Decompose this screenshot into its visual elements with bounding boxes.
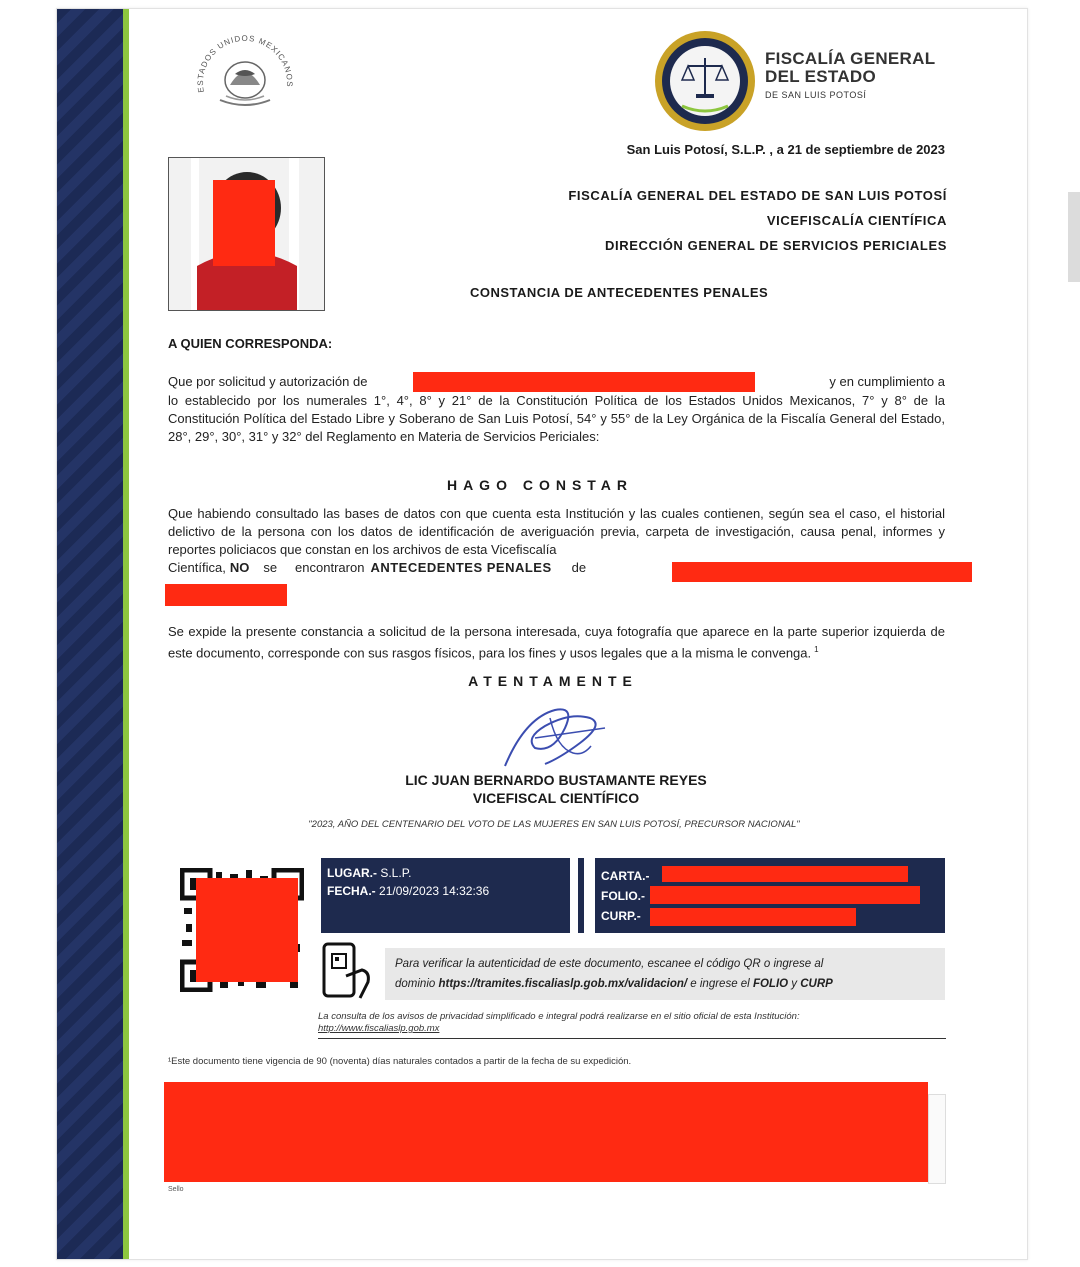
stamp-label: Sello — [168, 1186, 184, 1193]
id-box: CARTA.- FOLIO.- CURP.- — [595, 858, 945, 933]
org-line-2: VICEFISCALÍA CIENTÍFICA — [766, 213, 947, 228]
redacted-folio — [650, 886, 920, 904]
box-divider — [578, 858, 584, 933]
issue-date: San Luis Potosí, S.L.P. , a 21 de septiembre de 2023 — [626, 142, 945, 157]
org-line-3: DIRECCIÓN GENERAL DE SERVICIOS PERICIALES — [605, 238, 947, 253]
signature-icon — [495, 698, 625, 774]
svg-text:ESTADOS UNIDOS MEXICANOS: ESTADOS UNIDOS MEXICANOS — [195, 33, 295, 94]
fiscalia-logo-text: FISCALÍA GENERAL DEL ESTADO DE SAN LUIS POTOSÍ — [765, 49, 936, 100]
signer-name: LIC JUAN BERNARDO BUSTAMANTE REYES — [405, 772, 707, 788]
phone-scan-icon — [318, 940, 376, 1002]
applicant-photo — [168, 157, 325, 311]
redacted-name-3 — [165, 584, 287, 606]
validation-url[interactable]: https://tramites.fiscaliaslp.gob.mx/validacion/ — [438, 978, 688, 990]
atentamente-heading: ATENTAMENTE — [468, 673, 638, 689]
issuance-paragraph: Se expide la presente constancia a solicitud de la persona interesada, cuya fotografía que aparece en la parte superior izquierda de este documento, corresponde con sus rasgos físicos, para los fines y usos legales que a la misma le convenga. $^1$ — [168, 624, 945, 661]
place-date-box: LUGAR.- S.L.P. FECHA.- 21/09/2023 14:32:36 — [318, 858, 570, 933]
signer-title: VICEFISCAL CIENTÍFICO — [472, 790, 640, 806]
divider-line — [318, 1038, 946, 1039]
redacted-curp — [650, 908, 856, 926]
side-band — [57, 9, 123, 1259]
redacted-carta — [662, 866, 908, 882]
verification-instructions: Para verificar la autenticidad de este documento, escanee el código QR o ingrese al dominio https://tramites.fiscaliaslp.gob.mx/validacion/ e ingrese el FOLIO y CURP — [385, 948, 945, 1000]
stamp-edge — [928, 1094, 946, 1184]
scroll-tab[interactable] — [1068, 192, 1080, 282]
person-photo-icon — [169, 158, 324, 310]
validity-note: ¹Este documento tiene vigencia de 90 (noventa) días naturales contados a partir de la fecha de su expedición. — [168, 1056, 632, 1067]
privacy-url[interactable]: http://www.fiscaliaslp.gob.mx — [318, 1023, 440, 1034]
document-title: CONSTANCIA DE ANTECEDENTES PENALES — [470, 285, 769, 300]
authorization-paragraph: Que por solicitud y autorización de y en cumplimiento a lo establecido por los numerales 1°, 4°, 8° y 21° de la Constitución Política de los Estados Unidos Mexicanos, 7° y 8° de la Constitución Política del Estado Libre y Soberano de San Luis Potosí, 54° y 55° de la Ley Orgánica de la Fiscalía General del Estado, 28°, 29°, 30°, 31° y 32° del Reglamento en Materia de Servicios Periciales: — [168, 374, 945, 444]
hago-constar-heading: HAGO CONSTAR — [446, 477, 634, 493]
redacted-name — [413, 372, 755, 392]
redacted-stamp — [164, 1082, 928, 1182]
greeting: A QUIEN CORRESPONDA: — [168, 336, 333, 351]
findings-paragraph: Que habiendo consultado las bases de datos con que cuenta esta Institución y las cuales contienen, según sea el caso, el historial delictivo de la persona con los datos de identificación de averiguación previa, carpeta de investigación, causa penal, informes y reportes policiacos que constan en los archivos de esta Vicefiscalía Científica, NO se encontraron ANTECEDENTES PENALES de — [168, 506, 945, 575]
org-line-1: FISCALÍA GENERAL DEL ESTADO DE SAN LUIS POTOSÍ — [568, 188, 947, 203]
privacy-notice: La consulta de los avisos de privacidad simplificado e integral podrá realizarse en el sitio oficial de esta Institución: http://www.fiscaliaslp.gob.mx — [318, 1011, 948, 1035]
qr-code[interactable] — [180, 868, 304, 992]
fiscalia-seal-icon — [652, 28, 758, 134]
year-motto: "2023, AÑO DEL CENTENARIO DEL VOTO DE LAS MUJERES EN SAN LUIS POTOSÍ, PRECURSOR NACIONAL" — [308, 819, 800, 830]
redacted-name-2 — [672, 562, 972, 582]
mexico-coat-of-arms-icon — [190, 30, 300, 120]
side-accent-line — [123, 9, 129, 1259]
